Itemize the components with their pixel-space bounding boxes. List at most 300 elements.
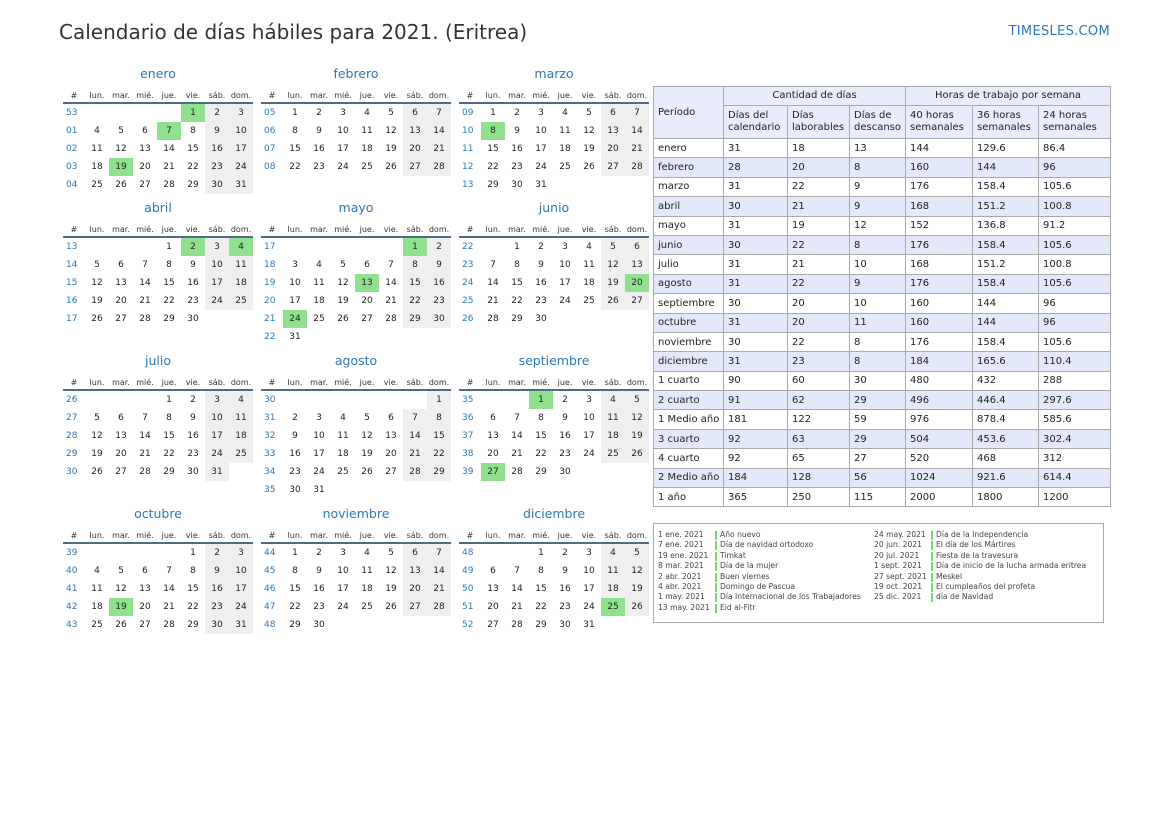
stats-period: diciembre [654, 352, 724, 371]
day-cell: 13 [115, 431, 127, 441]
stats-value: 184 [906, 352, 973, 371]
day-cell: 26 [601, 292, 625, 310]
day-cell: 21 [511, 602, 523, 612]
day-cell: 30 [427, 310, 451, 328]
weekday-header: dom. [229, 88, 253, 103]
week-row [63, 237, 253, 256]
day-cell: 10 [337, 126, 349, 136]
holiday-marker [715, 541, 717, 550]
week-row [261, 140, 451, 158]
stats-col-header: 36 horas semanales [973, 106, 1039, 139]
day-cell: 15 [427, 427, 451, 445]
stats-col-header: 24 horas semanales [1039, 106, 1111, 139]
stats-col-header: Días del calendario [724, 106, 788, 139]
day-cell: 21 [163, 602, 175, 612]
day-cell: 28 [139, 314, 151, 324]
day-cell: 10 [559, 260, 571, 270]
day-cell: 2 [538, 242, 544, 252]
stats-value: 10 [850, 255, 906, 274]
day-cell: 15 [163, 278, 175, 288]
week-row [459, 445, 649, 463]
weekday-header: mar. [109, 88, 133, 103]
day-cell: 12 [115, 584, 127, 594]
day-cell: 14 [427, 562, 451, 580]
day-cell: 15 [403, 274, 427, 292]
stats-value: 31 [724, 313, 788, 332]
weekday-header: mié. [331, 375, 355, 390]
stats-period: 4 cuarto [654, 449, 724, 468]
month-name: enero [140, 66, 176, 81]
stats-period: abril [654, 197, 724, 216]
weekday-header: mar. [109, 375, 133, 390]
day-cell: 18 [313, 296, 325, 306]
weekday-header: # [63, 222, 85, 237]
week-row [261, 598, 451, 616]
stats-value: 9 [850, 197, 906, 216]
month-name: junio [538, 200, 570, 215]
holiday-date: 8 mar. 2021 [658, 561, 704, 571]
stats-row [654, 177, 1111, 196]
weekday-header: mar. [505, 88, 529, 103]
stats-period: 2 Medio año [654, 468, 724, 487]
stats-value: 8 [850, 352, 906, 371]
day-cell: 27 [481, 463, 505, 481]
holiday-marker [715, 604, 717, 613]
day-cell: 10 [229, 562, 253, 580]
day-cell: 17 [229, 580, 253, 598]
day-cell: 8 [166, 413, 172, 423]
day-cell: 17 [289, 296, 301, 306]
day-cell: 7 [142, 413, 148, 423]
day-cell: 1 [292, 548, 298, 558]
holiday-name: Eid al-Fitr [720, 602, 756, 612]
stats-period: mayo [654, 216, 724, 235]
stats-row [654, 352, 1111, 371]
stats-value: 20 [788, 294, 850, 313]
day-cell: 18 [601, 580, 625, 598]
empty-cell [379, 481, 403, 499]
week-number: 35 [264, 485, 276, 495]
weekday-header: vie. [577, 528, 601, 543]
week-number: 22 [462, 242, 474, 252]
day-cell: 3 [562, 242, 568, 252]
week-number: 45 [264, 566, 276, 576]
stats-period: marzo [654, 177, 724, 196]
day-cell: 8 [166, 260, 172, 270]
holidays-legend [653, 523, 1104, 623]
week-row [459, 598, 649, 616]
day-cell: 3 [229, 103, 253, 122]
weekday-header: lun. [85, 222, 109, 237]
day-cell: 6 [403, 543, 427, 562]
stats-value: 30 [724, 332, 788, 351]
empty-cell [379, 328, 403, 346]
day-cell: 10 [583, 566, 595, 576]
month-name: octubre [134, 506, 182, 521]
holiday-date: 7 ene. 2021 [658, 540, 704, 550]
week-row [63, 562, 253, 580]
day-cell: 19 [91, 296, 103, 306]
stats-value: 96 [1039, 294, 1111, 313]
day-cell: 18 [91, 602, 103, 612]
day-cell: 28 [427, 598, 451, 616]
empty-cell [403, 390, 427, 409]
day-cell: 28 [163, 180, 175, 190]
stats-value: 10 [850, 294, 906, 313]
day-cell: 1 [166, 395, 172, 405]
day-cell: 29 [487, 180, 499, 190]
day-cell: 22 [289, 162, 301, 172]
stats-value: 168 [906, 255, 973, 274]
week-number: 20 [264, 296, 276, 306]
week-number: 39 [66, 548, 78, 558]
day-cell: 29 [163, 467, 175, 477]
day-cell: 21 [139, 296, 151, 306]
day-cell: 24 [535, 162, 547, 172]
month-table [63, 375, 253, 481]
stats-value: 288 [1039, 371, 1111, 390]
week-number: 50 [462, 584, 474, 594]
day-cell: 29 [511, 314, 523, 324]
day-cell: 12 [91, 278, 103, 288]
empty-cell [625, 463, 649, 481]
empty-cell [85, 237, 109, 256]
stats-value: 12 [850, 216, 906, 235]
day-cell: 24 [229, 158, 253, 176]
week-row [63, 122, 253, 140]
empty-cell [85, 543, 109, 562]
stats-value: 921.6 [973, 468, 1039, 487]
day-cell: 20 [115, 296, 127, 306]
day-cell: 1 [490, 108, 496, 118]
day-cell: 8 [292, 126, 298, 136]
weekday-header: jue. [553, 528, 577, 543]
weekday-header: dom. [427, 222, 451, 237]
day-cell: 8 [538, 566, 544, 576]
day-cell: 13 [115, 278, 127, 288]
weekday-header: mié. [331, 222, 355, 237]
stats-col-header: Días de descanso [850, 106, 906, 139]
empty-cell [355, 390, 379, 409]
week-number: 06 [264, 126, 276, 136]
day-cell: 7 [388, 260, 394, 270]
stats-value: 365 [724, 488, 788, 507]
weekday-header: jue. [355, 88, 379, 103]
day-cell: 22 [289, 602, 301, 612]
week-number: 25 [462, 296, 474, 306]
week-number: 14 [66, 260, 78, 270]
day-cell: 25 [361, 602, 373, 612]
weekday-header: sáb. [403, 88, 427, 103]
day-cell: 30 [205, 616, 229, 634]
holiday-marker [715, 573, 717, 582]
stats-value: 56 [850, 468, 906, 487]
week-row [459, 237, 649, 256]
day-cell: 19 [385, 144, 397, 154]
day-cell: 17 [535, 144, 547, 154]
weekday-header: # [261, 222, 283, 237]
week-row [459, 274, 649, 292]
month-4 [261, 200, 451, 346]
day-cell: 14 [511, 431, 523, 441]
empty-cell [427, 616, 451, 634]
empty-cell [331, 616, 355, 634]
day-cell: 11 [559, 126, 571, 136]
day-cell: 12 [361, 431, 373, 441]
day-cell: 21 [385, 296, 397, 306]
stats-period: junio [654, 235, 724, 254]
weekday-header: lun. [481, 375, 505, 390]
stats-value: 21 [788, 197, 850, 216]
day-cell: 13 [403, 562, 427, 580]
day-cell: 25 [313, 314, 325, 324]
stats-period: noviembre [654, 332, 724, 351]
day-cell: 16 [313, 144, 325, 154]
stats-period: septiembre [654, 294, 724, 313]
day-cell: 22 [163, 449, 175, 459]
day-cell: 23 [205, 158, 229, 176]
day-cell: 16 [187, 431, 199, 441]
day-cell: 2 [292, 413, 298, 423]
day-cell: 23 [187, 449, 199, 459]
day-cell: 29 [535, 620, 547, 630]
stats-period: 1 cuarto [654, 371, 724, 390]
empty-cell [625, 310, 649, 328]
day-cell: 23 [313, 602, 325, 612]
day-cell: 10 [535, 126, 547, 136]
day-cell: 14 [511, 584, 523, 594]
stats-value: 30 [724, 197, 788, 216]
day-cell: 22 [487, 162, 499, 172]
month-table [261, 528, 451, 634]
stats-value: 504 [906, 429, 973, 448]
day-cell: 20 [403, 140, 427, 158]
day-cell: 25 [601, 445, 625, 463]
day-cell: 18 [559, 144, 571, 154]
day-cell: 19 [625, 427, 649, 445]
day-cell: 9 [427, 256, 451, 274]
weekday-header: vie. [379, 222, 403, 237]
day-cell: 4 [340, 413, 346, 423]
stats-value: 20 [788, 313, 850, 332]
day-cell: 30 [313, 620, 325, 630]
day-cell: 16 [289, 449, 301, 459]
week-number: 48 [462, 548, 474, 558]
holiday-marker [931, 562, 933, 571]
weekday-header: vie. [577, 222, 601, 237]
day-cell: 9 [316, 566, 322, 576]
stats-value: 90 [724, 371, 788, 390]
day-cell: 3 [229, 543, 253, 562]
weekday-header: lun. [85, 88, 109, 103]
day-cell: 23 [187, 296, 199, 306]
weekday-header: mié. [133, 88, 157, 103]
stats-value: 144 [973, 294, 1039, 313]
day-cell: 3 [316, 413, 322, 423]
week-number: 46 [264, 584, 276, 594]
day-cell: 3 [292, 260, 298, 270]
empty-cell [307, 328, 331, 346]
weekday-header: jue. [355, 528, 379, 543]
day-cell: 23 [535, 296, 547, 306]
empty-cell [379, 616, 403, 634]
day-cell: 30 [205, 176, 229, 194]
stats-value: 158.4 [973, 235, 1039, 254]
stats-value: 29 [850, 429, 906, 448]
holiday-name: El cumpleaños del profeta [936, 581, 1036, 591]
day-cell: 10 [205, 409, 229, 427]
stats-value: 92 [724, 429, 788, 448]
week-number: 17 [66, 314, 78, 324]
day-cell: 28 [139, 467, 151, 477]
stats-value: 31 [724, 255, 788, 274]
day-cell: 3 [586, 548, 592, 558]
day-cell: 15 [511, 278, 523, 288]
month-6 [63, 353, 253, 481]
day-cell: 2 [562, 548, 568, 558]
day-cell: 13 [355, 274, 379, 292]
day-cell: 6 [142, 126, 148, 136]
day-cell: 25 [91, 620, 103, 630]
stats-value: 158.4 [973, 177, 1039, 196]
day-cell: 25 [601, 598, 625, 616]
day-cell: 26 [91, 314, 103, 324]
week-number: 19 [264, 278, 276, 288]
stats-value: 176 [906, 177, 973, 196]
weekday-header: jue. [553, 88, 577, 103]
month-name: mayo [338, 200, 374, 215]
week-row [459, 256, 649, 274]
day-cell: 19 [91, 449, 103, 459]
week-row [261, 580, 451, 598]
holiday-marker [931, 573, 933, 582]
week-row [63, 616, 253, 634]
day-cell: 29 [163, 314, 175, 324]
weekday-header: sáb. [601, 375, 625, 390]
day-cell: 8 [190, 126, 196, 136]
day-cell: 19 [625, 580, 649, 598]
day-cell: 7 [142, 260, 148, 270]
day-cell: 17 [313, 449, 325, 459]
week-number: 11 [462, 144, 474, 154]
day-cell: 9 [190, 413, 196, 423]
week-row [261, 427, 451, 445]
day-cell: 27 [487, 620, 499, 630]
weekday-header: vie. [577, 88, 601, 103]
day-cell: 17 [205, 274, 229, 292]
stats-value: 176 [906, 274, 973, 293]
day-cell: 19 [109, 598, 133, 616]
stats-row [654, 449, 1111, 468]
day-cell: 23 [205, 598, 229, 616]
day-cell: 23 [427, 292, 451, 310]
day-cell: 8 [538, 413, 544, 423]
day-cell: 16 [559, 584, 571, 594]
day-cell: 15 [289, 144, 301, 154]
day-cell: 15 [163, 431, 175, 441]
day-cell: 7 [166, 566, 172, 576]
day-cell: 14 [487, 278, 499, 288]
day-cell: 11 [337, 431, 349, 441]
day-cell: 27 [361, 314, 373, 324]
empty-cell [403, 481, 427, 499]
weekday-header: sáb. [205, 528, 229, 543]
week-number: 47 [264, 602, 276, 612]
empty-cell [601, 616, 625, 634]
day-cell: 10 [313, 431, 325, 441]
stats-value: 176 [906, 332, 973, 351]
day-cell: 1 [529, 390, 553, 409]
day-cell: 12 [385, 566, 397, 576]
empty-cell [427, 481, 451, 499]
day-cell: 1 [166, 242, 172, 252]
weekday-header: mié. [331, 528, 355, 543]
stats-value: 158.4 [973, 332, 1039, 351]
day-cell: 17 [229, 140, 253, 158]
day-cell: 12 [385, 126, 397, 136]
day-cell: 2 [181, 237, 205, 256]
day-cell: 3 [340, 548, 346, 558]
day-cell: 29 [187, 620, 199, 630]
day-cell: 28 [385, 314, 397, 324]
day-cell: 31 [583, 620, 595, 630]
day-cell: 20 [139, 602, 151, 612]
holiday-marker [931, 552, 933, 561]
holiday-name: Fiesta de la travesura [936, 550, 1019, 560]
stats-value: 160 [906, 294, 973, 313]
day-cell: 29 [535, 467, 547, 477]
day-cell: 2 [190, 395, 196, 405]
empty-cell [355, 328, 379, 346]
week-number: 51 [462, 602, 474, 612]
day-cell: 12 [115, 144, 127, 154]
day-cell: 7 [157, 122, 181, 140]
day-cell: 3 [205, 237, 229, 256]
day-cell: 31 [229, 176, 253, 194]
day-cell: 6 [625, 237, 649, 256]
day-cell: 9 [562, 566, 568, 576]
day-cell: 31 [535, 180, 547, 190]
stats-value: 28 [724, 158, 788, 177]
weekday-header: # [459, 222, 481, 237]
holiday-date: 19 oct. 2021 [874, 581, 923, 591]
stats-value: 585.6 [1039, 410, 1111, 429]
day-cell: 29 [427, 463, 451, 481]
week-row [459, 580, 649, 598]
stats-value: 92 [724, 449, 788, 468]
empty-cell [577, 310, 601, 328]
site-link[interactable]: TIMESLES.COM [1008, 24, 1110, 39]
day-cell: 29 [187, 180, 199, 190]
day-cell: 26 [385, 162, 397, 172]
day-cell: 22 [535, 602, 547, 612]
stats-value: 302.4 [1039, 429, 1111, 448]
day-cell: 11 [229, 256, 253, 274]
weekday-header: sáb. [403, 375, 427, 390]
day-cell: 11 [601, 562, 625, 580]
holiday-name: Buen viernes [720, 571, 770, 581]
day-cell: 6 [364, 260, 370, 270]
day-cell: 25 [91, 180, 103, 190]
stats-value: 19 [788, 216, 850, 235]
weekday-header: mié. [133, 222, 157, 237]
day-cell: 11 [91, 144, 103, 154]
stats-col-header: Días laborables [788, 106, 850, 139]
day-cell: 30 [187, 314, 199, 324]
day-cell: 18 [601, 427, 625, 445]
stats-value: 31 [724, 274, 788, 293]
holiday-date: 1 sept. 2021 [874, 561, 922, 571]
